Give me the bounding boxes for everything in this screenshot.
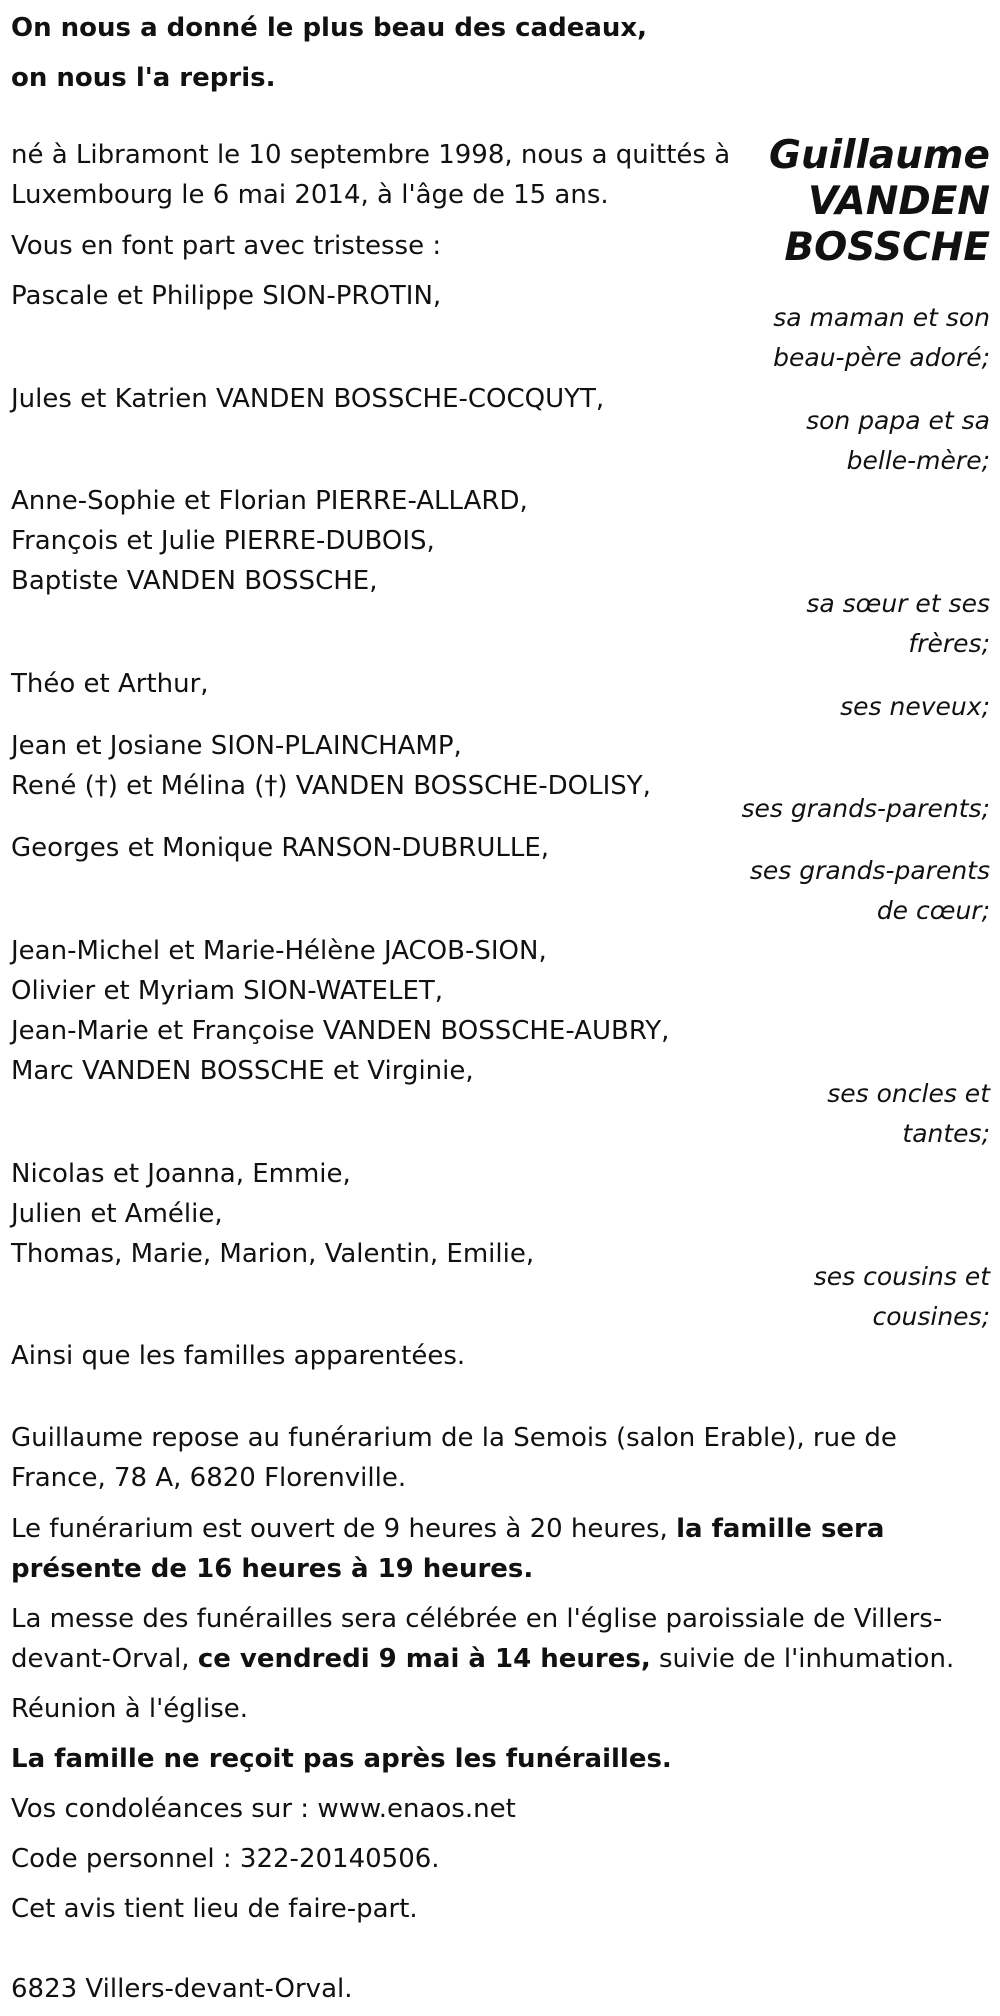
rest-line-2: France, 78 A, 6820 Florenville.	[11, 1463, 407, 1493]
hours-family-bold: la famille sera	[676, 1514, 885, 1544]
relation-label: son papa et sa	[806, 406, 990, 435]
relation-label: ses grands-parents	[749, 856, 990, 885]
deceased-first-name: Guillaume	[768, 133, 990, 178]
relation-label: sa maman et son	[773, 303, 990, 332]
deceased-last-name-1: VANDEN	[807, 179, 990, 224]
family-name-line: René (†) et Mélina (†) VANDEN BOSSCHE-DOLISY,	[11, 771, 651, 801]
family-name-line: Pascale et Philippe SION-PROTIN,	[11, 281, 442, 311]
mass-line-2	[11, 1639, 954, 1679]
relation-label: ses neveux;	[840, 692, 990, 721]
intro-line-1: né à Libramont le 10 septembre 1998, nous a quittés à	[11, 140, 731, 170]
family-name-line: Jean et Josiane SION-PLAINCHAMP,	[11, 731, 462, 761]
mass-date-bold: ce vendredi 9 mai à 14 heures,	[197, 1644, 651, 1674]
rest-line-1: Guillaume repose au funérarium de la Semois (salon Erable), rue de	[11, 1423, 897, 1453]
family-name-line: Olivier et Myriam SION-WATELET,	[11, 976, 444, 1006]
family-name-line: Théo et Arthur,	[11, 669, 209, 699]
meeting-line: Réunion à l'église.	[11, 1694, 249, 1724]
relation-label: ses cousins et	[813, 1262, 990, 1291]
intro-announcement: Vous en font part avec tristesse :	[11, 231, 442, 261]
relation-label: frères;	[908, 629, 990, 658]
relation-label: ses oncles et	[827, 1079, 990, 1108]
notice-line: Cet avis tient lieu de faire-part.	[11, 1894, 418, 1924]
relation-label: cousines;	[872, 1302, 990, 1331]
motto-line-2: on nous l'a repris.	[11, 63, 276, 93]
hours-line-2: présente de 16 heures à 19 heures.	[11, 1554, 534, 1584]
family-name-line: Anne-Sophie et Florian PIERRE-ALLARD,	[11, 486, 528, 516]
address-line: 6823 Villers-devant-Orval.	[11, 1974, 353, 2004]
relation-label: beau-père adoré;	[773, 343, 990, 372]
mass-prefix: devant-Orval,	[11, 1644, 198, 1674]
family-name-line: Jean-Michel et Marie-Hélène JACOB-SION,	[11, 936, 547, 966]
relation-label: tantes;	[902, 1119, 990, 1148]
family-name-line: Thomas, Marie, Marion, Valentin, Emilie,	[11, 1239, 535, 1269]
family-name-line: Julien et Amélie,	[11, 1199, 223, 1229]
family-name-line: Marc VANDEN BOSSCHE et Virginie,	[11, 1056, 474, 1086]
intro-line-2: Luxembourg le 6 mai 2014, à l'âge de 15 ans.	[11, 180, 609, 210]
deceased-last-name-2: BOSSCHE	[784, 225, 990, 270]
motto-line-1: On nous a donné le plus beau des cadeaux,	[11, 13, 648, 43]
no-reception-line: La famille ne reçoit pas après les funérailles.	[11, 1744, 672, 1774]
mass-line-1: La messe des funérailles sera célébrée en l'église paroissiale de Villers-	[11, 1604, 943, 1634]
family-closing: Ainsi que les familles apparentées.	[11, 1341, 466, 1371]
family-name-line: François et Julie PIERRE-DUBOIS,	[11, 526, 435, 556]
relation-label: ses grands-parents;	[741, 794, 990, 823]
relation-label: de cœur;	[876, 896, 990, 925]
family-name-line: Georges et Monique RANSON-DUBRULLE,	[11, 833, 550, 863]
family-name-line: Jean-Marie et Françoise VANDEN BOSSCHE-AUBRY,	[11, 1016, 670, 1046]
family-name-line: Baptiste VANDEN BOSSCHE,	[11, 566, 378, 596]
hours-line-1	[11, 1509, 884, 1549]
mass-suffix: suivie de l'inhumation.	[650, 1644, 955, 1674]
condolences-line: Vos condoléances sur : www.enaos.net	[11, 1794, 516, 1824]
code-line: Code personnel : 322-20140506.	[11, 1844, 440, 1874]
relation-label: belle-mère;	[846, 446, 990, 475]
family-name-line: Nicolas et Joanna, Emmie,	[11, 1159, 351, 1189]
hours-normal: Le funérarium est ouvert de 9 heures à 20 heures,	[11, 1514, 677, 1544]
family-name-line: Jules et Katrien VANDEN BOSSCHE-COCQUYT,	[11, 384, 605, 414]
relation-label: sa sœur et ses	[806, 589, 990, 618]
